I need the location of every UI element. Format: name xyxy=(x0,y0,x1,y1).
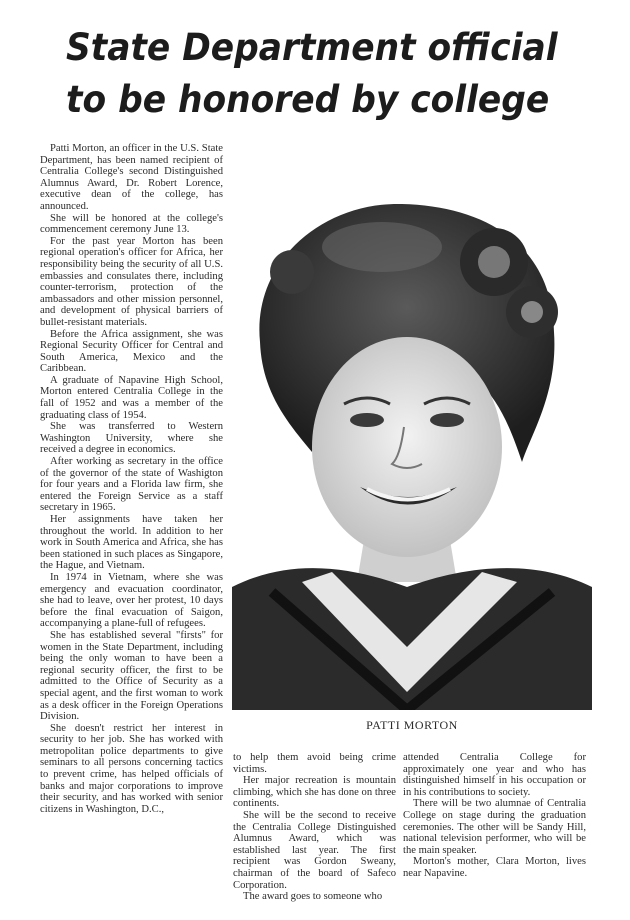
paragraph: In 1974 in Vietnam, where she was emergency and evacuation coordinator, she had to leave, over her protest, 10 days before the final evacuation of Saigon, accompanying a plane-full of refugees. xyxy=(40,571,223,630)
paragraph: She will be honored at the college's commencement ceremony June 13. xyxy=(40,212,223,236)
paragraph: After working as secretary in the office of the governor of the state of Washigton for four years and a Florida law firm, she entered the Foreign Service as a staff secretary in 1965. xyxy=(40,456,223,514)
photo-caption: PATTI MORTON xyxy=(366,718,458,732)
paragraph: attended Centralia College for approximately one year and who has distinguished himself in his occupation or in his contributions to society. xyxy=(403,752,586,798)
portrait-photo xyxy=(232,192,592,710)
headline-line-1: State Department official xyxy=(66,26,558,69)
paragraph: She will be the second to receive the Centralia College Distinguished Alumnus Award, which was established last year. The first recipient was Gordon Sweany, chairman of the board of Safeco Corporation. xyxy=(233,809,396,891)
paragraph: Before the Africa assignment, she was Regional Security Officer for Central and South America, Mexico and the Caribbean. xyxy=(40,328,223,375)
headline-line-2: to be honored by college xyxy=(66,78,550,121)
paragraph: She doesn't restrict her interest in security to her job. She has worked with metropolitan police departments to give seminars to all persons concerning tactics to prevent crime, has helped officials of banks and major corporations to improve their security, and has worked with senior citizens in Washington, D.C., xyxy=(40,722,223,815)
paragraph: A graduate of Napavine High School, Morton entered Centralia College in the fall of 1952 and was a member of the graduating class of 1954. xyxy=(40,374,223,421)
headline xyxy=(66,22,558,126)
paragraph: For the past year Morton has been regional operation's officer for Africa, her responsibility being the security of all U.S. embassies and consulates there, including counter-terrorism, protection of the ambassadors and other mission personnel, and development of physical barriers of bullet-resistant materials. xyxy=(40,235,223,328)
article-column-3 xyxy=(403,752,586,880)
paragraph: There will be two alumnae of Centralia College on stage during the graduation ceremonies. The other will be Sandy Hill, national television performer, who will be the main speaker. xyxy=(403,798,586,856)
article-column-2 xyxy=(233,752,396,903)
portrait-illustration xyxy=(232,192,592,710)
paragraph: She has established several "firsts" for women in the State Department, including being the only woman to have been a regional security officer, the first to be admitted to the Office of Security as a special agent, and the first woman to work as a desk officer in the Foreign Operations Division. xyxy=(40,629,223,723)
paragraph: Morton's mother, Clara Morton, lives near Napavine. xyxy=(403,856,586,879)
paragraph: The award goes to someone who xyxy=(243,891,383,903)
article-column-1 xyxy=(40,143,223,815)
paragraph: to help them avoid being crime victims. xyxy=(233,752,396,775)
paragraph: Patti Morton, an officer in the U.S. State Department, has been named recipient of Centralia College's second Distinguished Alumnus Award, Dr. Robert Lorence, executive dean of the college, has announced. xyxy=(40,143,223,212)
paragraph: Her assignments have taken her throughout the world. In addition to her work in South America and Africa, she has been stationed in such places as Singapore, the Hague, and Vietnam. xyxy=(40,514,223,572)
paragraph: Her major recreation is mountain climbing, which she has done on three continents. xyxy=(233,775,396,810)
paragraph: She was transferred to Western Washington University, where she received a degree in economics. xyxy=(40,421,223,456)
